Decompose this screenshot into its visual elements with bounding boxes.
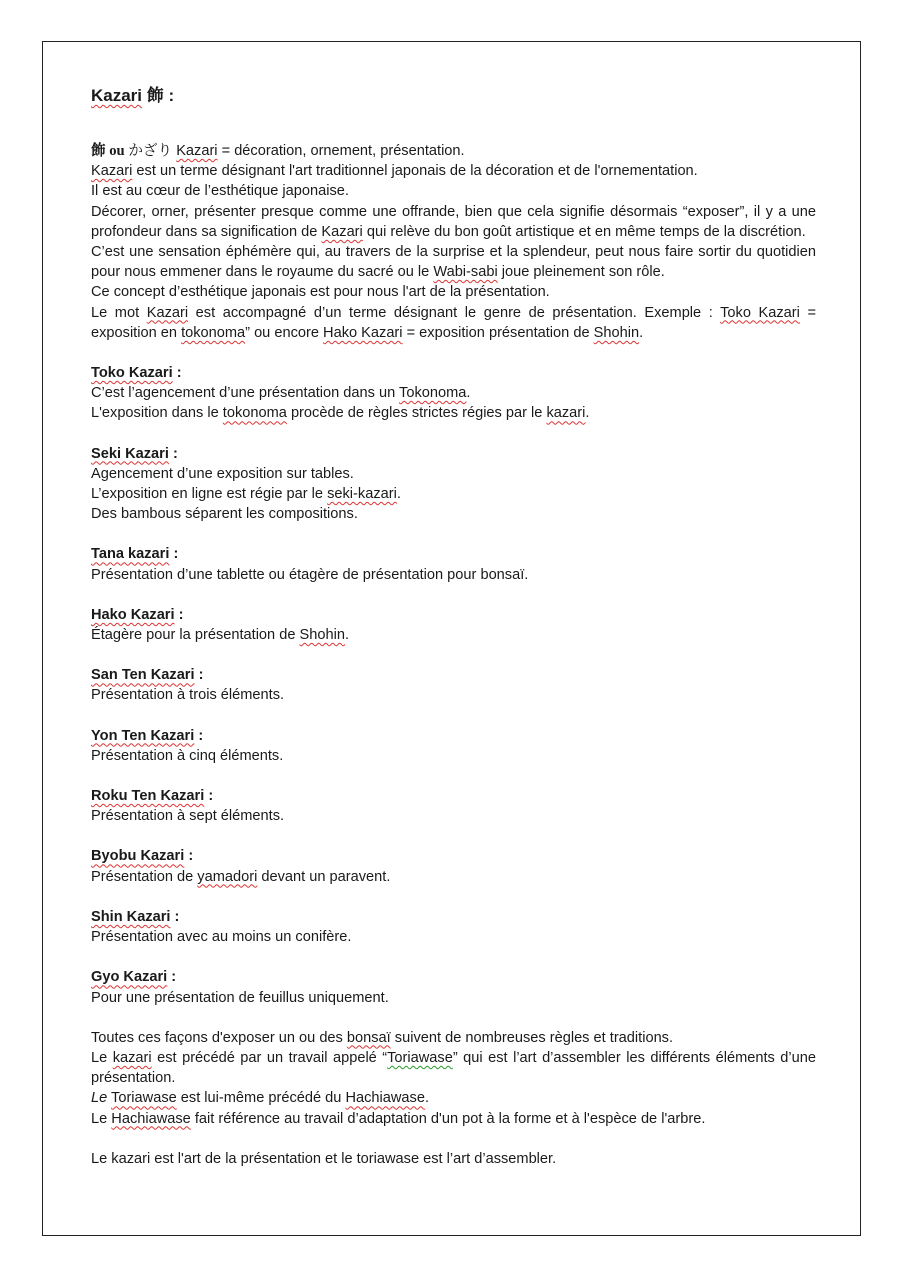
section-roku-ten [91, 786, 816, 826]
section-title-colon: : [174, 606, 184, 623]
santen-l1: Présentation à trois éléments. [91, 687, 285, 704]
closing-l4-term: Hachiawase [111, 1110, 191, 1127]
section-body [91, 383, 816, 423]
section-title [91, 363, 816, 383]
section-title [91, 444, 816, 464]
intro-definition: = décoration, ornement, présentation. [217, 143, 465, 159]
section-body [91, 806, 816, 826]
section-title [91, 665, 816, 685]
closing-l2a: Le [91, 1049, 113, 1066]
intro-l7-term5: Shohin [593, 324, 640, 341]
section-gyo [91, 967, 816, 1007]
closing-paragraph [91, 1028, 816, 1129]
section-title-colon: : [172, 365, 182, 382]
hako-l1-term: Shohin [299, 627, 345, 644]
section-body [91, 867, 816, 887]
intro-l5b: joue pleinement son rôle. [497, 264, 665, 281]
section-body [91, 565, 816, 585]
section-title-colon: : [204, 788, 214, 805]
title-kanji: 飾 [146, 86, 164, 105]
intro-l7e: = exposition présentation de [402, 324, 594, 341]
section-body [91, 685, 816, 705]
intro-l2: est un terme désignant l'art traditionnel japonais de la décoration et de l'ornementation. [132, 163, 698, 180]
closing-l2-term2: Toriawase [387, 1049, 453, 1066]
section-title [91, 786, 816, 806]
closing-l3-italic: Le [91, 1090, 108, 1107]
intro-l7b: est accompagné d’un terme désignant le genre de présentation. Exemple : [188, 304, 721, 321]
section-body [91, 927, 816, 947]
section-body [91, 988, 816, 1008]
tana-l1: Présentation d’une tablette ou étagère de présentation pour bonsaï. [91, 566, 529, 583]
section-yon-ten [91, 726, 816, 766]
section-san-ten [91, 665, 816, 705]
section-title [91, 967, 816, 987]
section-title [91, 907, 816, 927]
byobu-l1-term: yamadori [197, 868, 258, 885]
section-seki [91, 444, 816, 525]
closing-l1b: suivent de nombreuses règles et traditions. [390, 1029, 674, 1046]
intro-l7f: . [639, 324, 644, 341]
intro-l7-term3: tokonoma [181, 324, 246, 341]
intro-l2-term: Kazari [91, 163, 133, 180]
section-toko [91, 363, 816, 424]
section-title-text: San Ten Kazari [91, 667, 195, 684]
section-title [91, 846, 816, 866]
section-shin [91, 907, 816, 947]
document-page [42, 41, 861, 1236]
toko-l1-term: Tokonoma [399, 385, 467, 402]
seki-l2b: . [396, 486, 401, 503]
closing-l3-term: Toriawase [111, 1090, 177, 1107]
intro-l6: Ce concept d’esthétique japonais est pour nous l'art de la présentation. [91, 284, 550, 301]
section-title-colon: : [169, 546, 179, 563]
intro-l7a: Le mot [91, 304, 147, 321]
intro-l7c: = exposition en [91, 304, 817, 341]
section-title-text: Byobu Kazari [91, 848, 185, 865]
section-body [91, 464, 816, 525]
intro-l4b: qui relève du bon goût artistique et en même temps de la discrétion. [362, 223, 806, 240]
section-title-colon: : [194, 667, 204, 684]
section-title-colon: : [194, 727, 204, 744]
seki-l2-term: seki-kazari [327, 486, 397, 503]
closing-l5: Le kazari est l'art de la présentation et le toriawase est l’art d’assembler. [91, 1150, 557, 1167]
section-byobu [91, 846, 816, 886]
closing-l1-term: bonsaï [346, 1029, 391, 1046]
closing-l3c: . [424, 1090, 430, 1107]
section-title [91, 544, 816, 564]
toko-l2-term: tokonoma [222, 405, 287, 422]
rokuten-l1: Présentation à sept éléments. [91, 808, 285, 825]
page-title [91, 85, 816, 107]
section-title-text: Gyo Kazari [91, 969, 168, 986]
hako-l1a: Étagère pour la présentation de [91, 627, 300, 644]
intro-kana: かざり [128, 143, 173, 159]
toko-l1b: . [466, 385, 471, 402]
section-title-text: Shin Kazari [91, 908, 171, 925]
section-body [91, 746, 816, 766]
section-title-colon: : [170, 908, 180, 925]
section-title-text: Seki Kazari [91, 445, 169, 462]
closing-l2-term: kazari [112, 1049, 152, 1066]
title-colon: : [163, 86, 175, 105]
intro-l5a: C’est une sensation éphémère qui, au travers de la surprise et la splendeur, peut nous faire sortir du quotidien pour nous emmener dans le royaume du sacré ou le [91, 244, 816, 281]
section-body [91, 625, 816, 645]
toko-l1a: C’est l’agencement d’une présentation dans un [91, 385, 400, 402]
section-title-text: Hako Kazari [91, 606, 175, 623]
closing-l2c: ” qui est l’art d’assembler les différents éléments d’une présentation. [91, 1049, 816, 1087]
hako-l1b: . [344, 627, 350, 644]
section-title-colon: : [168, 445, 178, 462]
intro-l5-term: Wabi-sabi [433, 264, 498, 281]
final-line [91, 1149, 816, 1169]
section-title [91, 726, 816, 746]
section-title [91, 605, 816, 625]
section-title-text: Toko Kazari [91, 365, 173, 382]
intro-l7-term4: Hako Kazari [323, 324, 403, 341]
shin-l1: Présentation avec au moins un conifère. [91, 929, 352, 946]
title-word: Kazari [91, 86, 143, 105]
intro-ou: ou [105, 143, 129, 159]
yonten-l1: Présentation à cinq éléments. [91, 747, 284, 764]
closing-l1a: Toutes ces façons d'exposer un ou des [91, 1029, 347, 1046]
intro-l7-term1: Kazari [146, 304, 189, 321]
intro-kanji: 飾 [91, 143, 106, 159]
toko-l2-term2: kazari [546, 405, 586, 422]
closing-l3b: est lui-même précédé du [176, 1090, 346, 1107]
intro-l4a: Décorer, orner, présenter presque comme une offrande, bien que cela signifie désormais “exposer”, il y a une profondeur dans sa signification de [91, 203, 816, 240]
toko-l2a: L'exposition dans le [91, 405, 223, 422]
seki-l2a: L’exposition en ligne est régie par le [91, 486, 328, 503]
seki-l3: Des bambous séparent les compositions. [91, 506, 358, 523]
section-title-text: Roku Ten Kazari [91, 788, 205, 805]
intro-paragraph [91, 141, 816, 343]
section-title-text: Yon Ten Kazari [91, 727, 195, 744]
byobu-l1b: devant un paravent. [257, 868, 391, 885]
intro-l4-term: Kazari [321, 223, 363, 240]
closing-l4a: Le [91, 1110, 112, 1127]
section-tana [91, 544, 816, 584]
section-title-text: Tana kazari [91, 546, 170, 563]
document-content [91, 85, 816, 1169]
section-title-colon: : [167, 969, 177, 986]
intro-l3: Il est au cœur de l’esthétique japonaise. [91, 183, 349, 200]
closing-l4b: fait référence au travail d’adaptation d'un pot à la forme et à l'espèce de l'arbre. [190, 1110, 706, 1127]
closing-l2b: est précédé par un travail appelé “ [151, 1049, 388, 1066]
intro-l7-term2: Toko Kazari [720, 304, 800, 321]
intro-l7d: ” ou encore [245, 324, 324, 341]
seki-l1: Agencement d’une exposition sur tables. [91, 465, 354, 482]
toko-l2b: procède de règles strictes régies par le [286, 405, 547, 422]
gyo-l1: Pour une présentation de feuillus uniquement. [91, 989, 389, 1006]
section-hako [91, 605, 816, 645]
closing-l3-term2: Hachiawase [345, 1090, 425, 1107]
toko-l2c: . [585, 405, 590, 422]
byobu-l1a: Présentation de [91, 868, 198, 885]
intro-term: Kazari [176, 143, 218, 159]
section-title-colon: : [184, 848, 194, 865]
